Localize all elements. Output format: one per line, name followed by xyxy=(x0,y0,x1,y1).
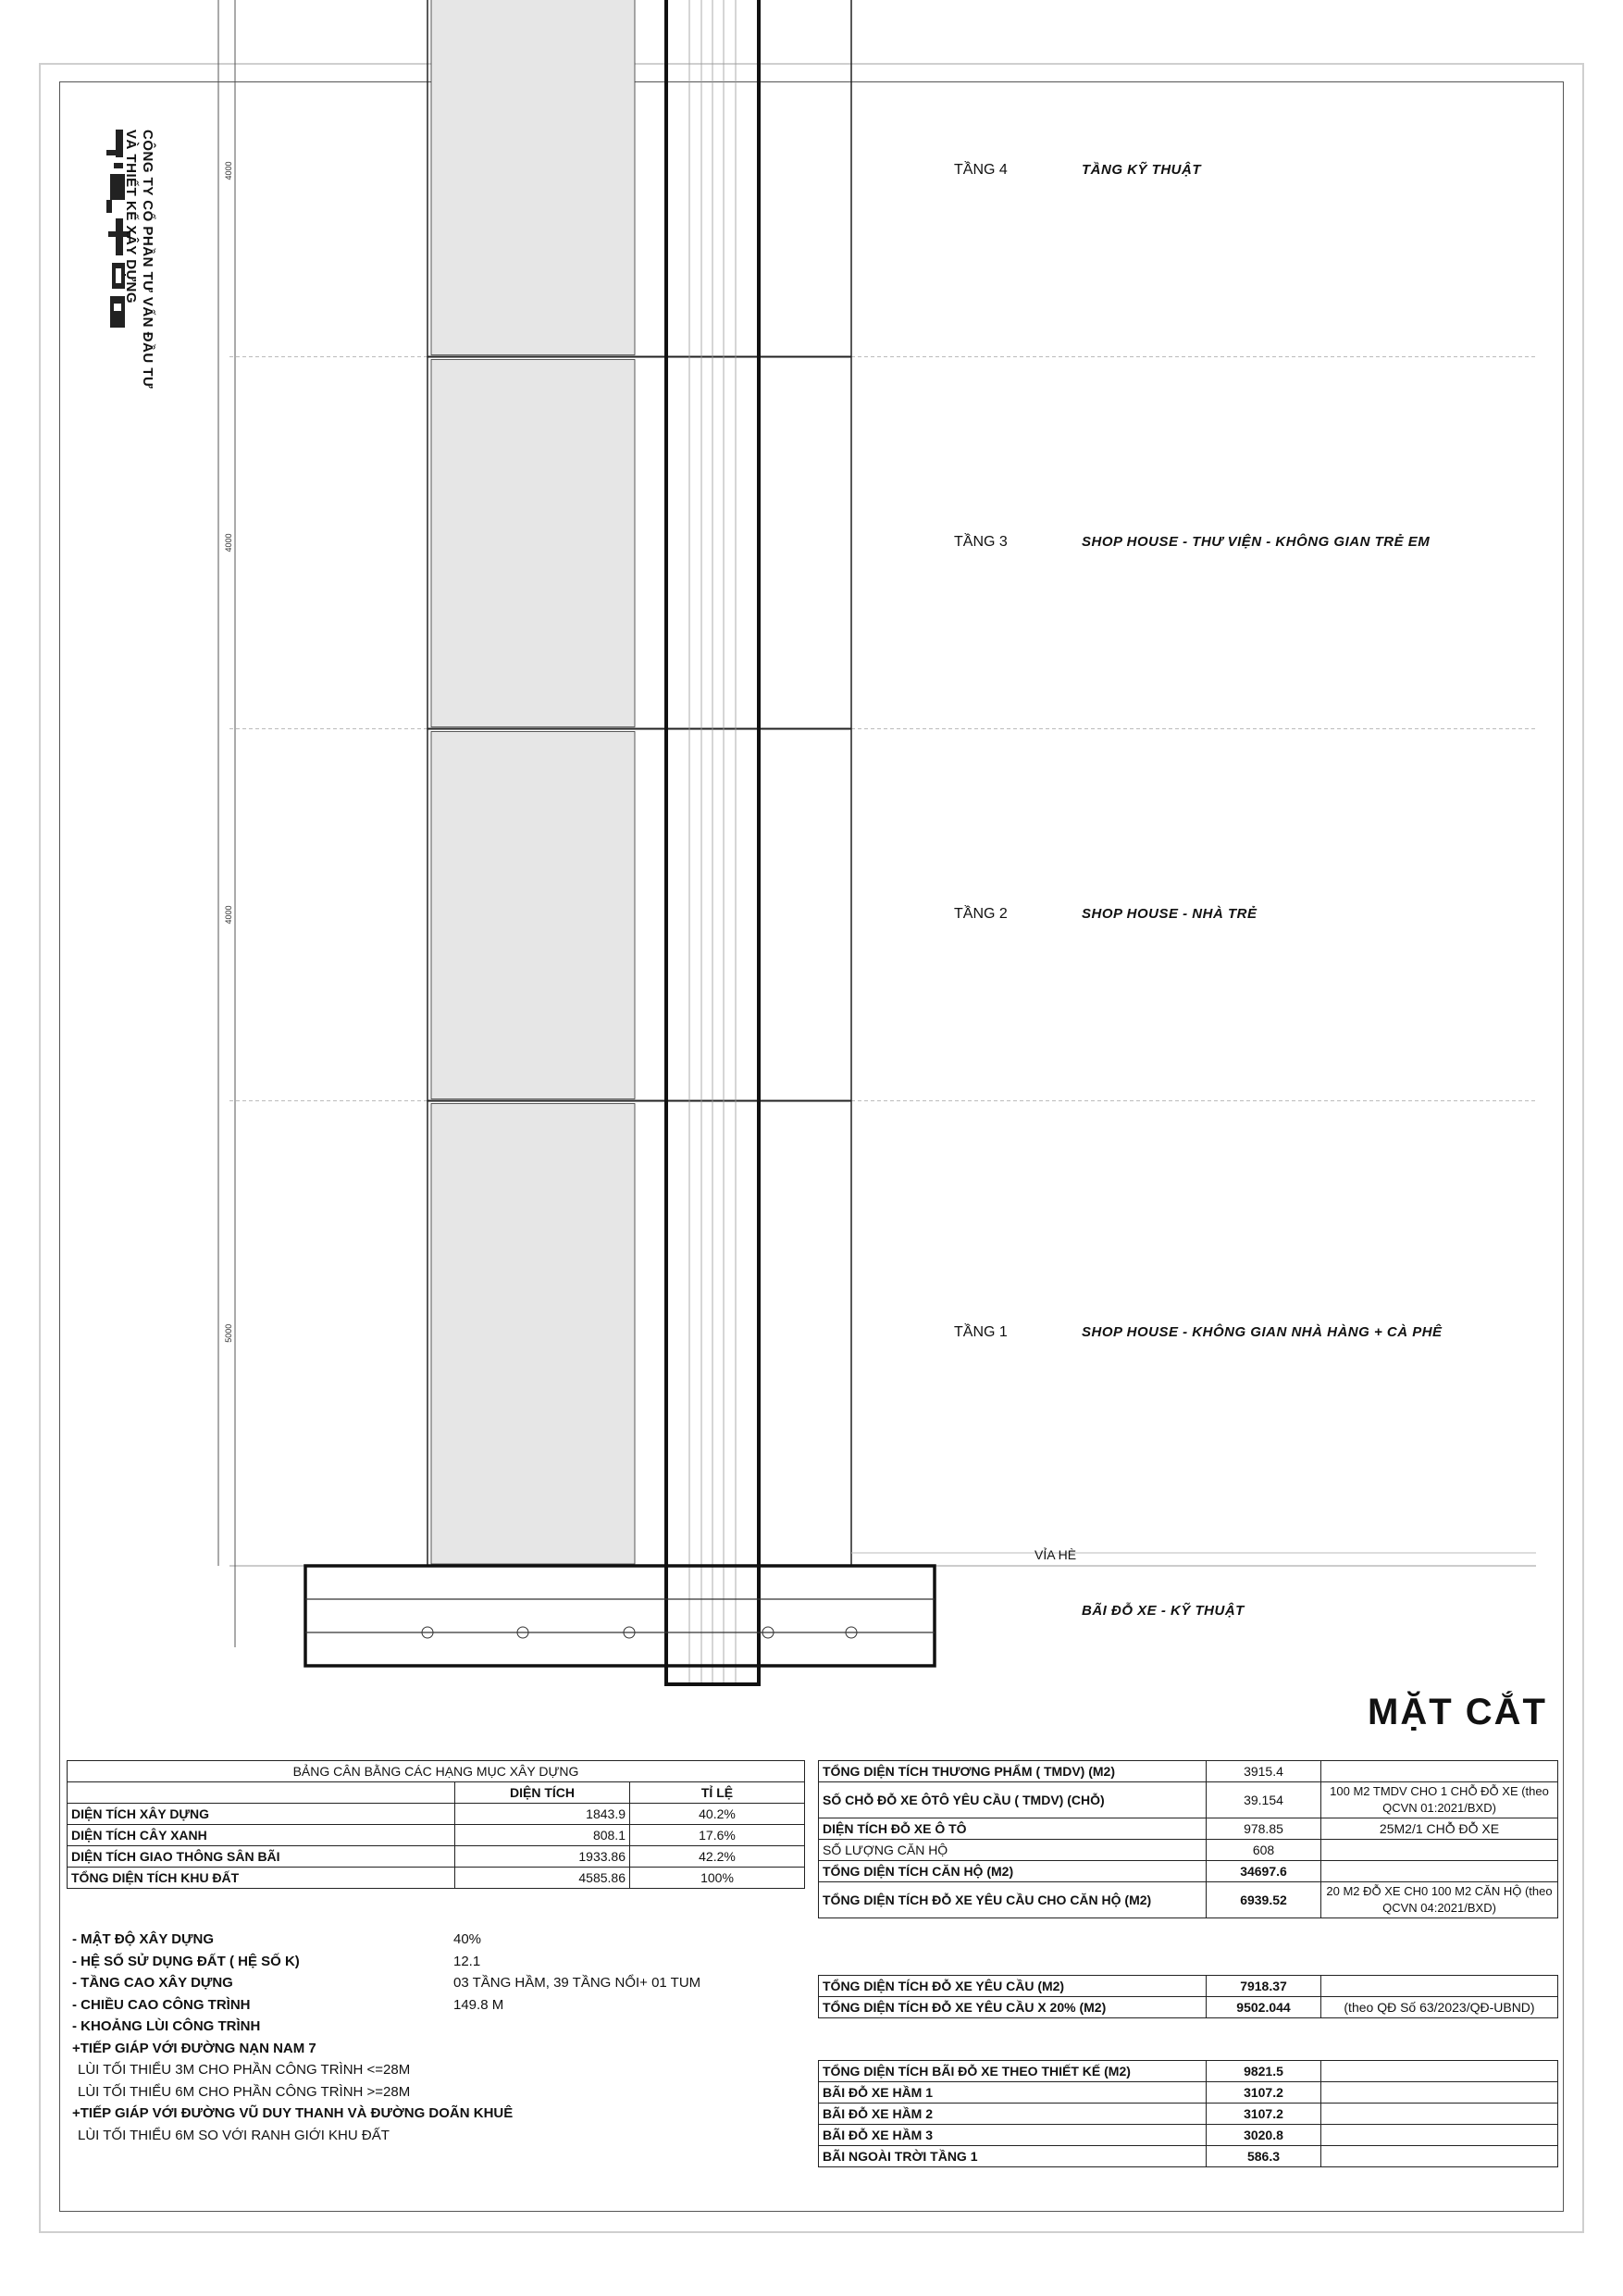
cell: 978.85 xyxy=(1207,1818,1321,1840)
cell: 40.2% xyxy=(630,1804,805,1825)
cell: 1843.9 xyxy=(455,1804,630,1825)
cell: 3915.4 xyxy=(1207,1761,1321,1782)
note-row: LÙI TỐI THIỂU 3M CHO PHẦN CÔNG TRÌNH <=28M xyxy=(78,2062,411,2078)
floor-usage-label: TẦNG KỸ THUẬT xyxy=(1082,161,1201,178)
cell xyxy=(1321,2146,1558,2167)
cell: 100% xyxy=(630,1868,805,1889)
cell xyxy=(1321,2061,1558,2082)
table-row xyxy=(819,1882,1558,1918)
cell: 9502.044 xyxy=(1207,1997,1321,2018)
cell xyxy=(1321,1976,1558,1997)
dimension-label: 4000 xyxy=(224,161,233,180)
floor-usage-label: SHOP HOUSE - THƯ VIỆN - KHÔNG GIAN TRẺ EM xyxy=(1082,533,1431,550)
cell: TỔNG DIỆN TÍCH CĂN HỘ (M2) xyxy=(819,1861,1207,1882)
note-label: +TIẾP GIÁP VỚI ĐƯỜNG VŨ DUY THANH VÀ ĐƯỜNG DOÃN KHUÊ xyxy=(72,2105,514,2121)
table-row xyxy=(68,1825,805,1846)
note-row xyxy=(72,2038,700,2060)
cell: 586.3 xyxy=(1207,2146,1321,2167)
cell: DIỆN TÍCH XÂY DỰNG xyxy=(68,1804,455,1825)
parking-table-3 xyxy=(818,2060,1558,2167)
floor-label: TẦNG 2 xyxy=(954,905,1008,922)
cell: 39.154 xyxy=(1207,1782,1321,1818)
cell: SỐ CHỖ ĐỖ XE ÔTÔ YÊU CẦU ( TMDV) (CHỖ) xyxy=(819,1782,1207,1818)
note-label: - HỆ SỐ SỬ DỤNG ĐẤT ( HỆ SỐ K) xyxy=(72,1953,300,1969)
cell: 3107.2 xyxy=(1207,2104,1321,2125)
cell xyxy=(1321,2104,1558,2125)
table-row xyxy=(68,1868,805,1889)
podium-hatch xyxy=(431,360,635,727)
balance-header-0 xyxy=(68,1782,455,1804)
note-row xyxy=(72,1972,700,1994)
company-line-2: VÀ THIẾT KẾ XÂY DỰNG xyxy=(123,130,139,304)
podium-hatch xyxy=(431,732,635,1099)
cell: 3020.8 xyxy=(1207,2125,1321,2146)
cell: 808.1 xyxy=(455,1825,630,1846)
cell: 100 M2 TMDV CHO 1 CHỖ ĐỖ XE (theo QCVN 01:2021/BXD) xyxy=(1321,1782,1558,1818)
basement-usage: BÃI ĐỖ XE - KỸ THUẬT xyxy=(1082,1603,1245,1619)
floor-label: TẦNG 1 xyxy=(954,1323,1008,1340)
floor-usage-label: SHOP HOUSE - KHÔNG GIAN NHÀ HÀNG + CÀ PHÊ xyxy=(1082,1323,1443,1340)
cell: 9821.5 xyxy=(1207,2061,1321,2082)
cell: DIỆN TÍCH GIAO THÔNG SÂN BÃI xyxy=(68,1846,455,1868)
cell: TỔNG DIỆN TÍCH BÃI ĐỖ XE THEO THIẾT KẾ (M2) xyxy=(819,2061,1207,2082)
table-row xyxy=(819,2061,1558,2082)
note-value: 40% xyxy=(453,1931,482,1947)
note-label: - KHOẢNG LÙI CÔNG TRÌNH xyxy=(72,2018,261,2034)
basement-outline xyxy=(305,1566,935,1666)
cell: 17.6% xyxy=(630,1825,805,1846)
cell: 20 M2 ĐỖ XE CH0 100 M2 CĂN HỘ (theo QCVN 04:2021/BXD) xyxy=(1321,1882,1558,1918)
note-row xyxy=(72,1951,700,1973)
cell: 7918.37 xyxy=(1207,1976,1321,1997)
note-row: LÙI TỐI THIỂU 6M CHO PHẦN CÔNG TRÌNH >=28M xyxy=(78,2083,411,2100)
table-row xyxy=(819,2146,1558,2167)
podium-hatch xyxy=(431,1104,635,1565)
drawing-title: MẶT CẮT xyxy=(1368,1692,1547,1732)
table-row xyxy=(819,1976,1558,1997)
note-row xyxy=(72,1994,700,2017)
table-row xyxy=(68,1804,805,1825)
table-row xyxy=(819,1761,1558,1782)
cell xyxy=(1321,2125,1558,2146)
cell: 3107.2 xyxy=(1207,2082,1321,2104)
cell: 42.2% xyxy=(630,1846,805,1868)
table-row xyxy=(819,2082,1558,2104)
sidewalk-label: VỈA HÈ xyxy=(1035,1547,1077,1562)
table-row xyxy=(819,2125,1558,2146)
table-row xyxy=(819,1818,1558,1840)
table-row xyxy=(819,2104,1558,2125)
project-notes xyxy=(72,1929,700,2146)
cell: 1933.86 xyxy=(455,1846,630,1868)
note-row xyxy=(72,1929,700,1951)
table-row xyxy=(819,1861,1558,1882)
cell: BÃI NGOÀI TRỜI TẦNG 1 xyxy=(819,2146,1207,2167)
company-line-1: CÔNG TY CỔ PHẦN TƯ VẤN ĐẦU TƯ xyxy=(140,130,155,389)
cell: 4585.86 xyxy=(455,1868,630,1889)
cell xyxy=(1321,1761,1558,1782)
balance-header-area: DIỆN TÍCH xyxy=(455,1782,630,1804)
cell: 608 xyxy=(1207,1840,1321,1861)
parking-table-1 xyxy=(818,1760,1558,1918)
table-row xyxy=(819,1782,1558,1818)
note-label: - MẬT ĐỘ XÂY DỰNG xyxy=(72,1931,215,1947)
note-value: 03 TẦNG HẦM, 39 TẦNG NỔI+ 01 TUM xyxy=(453,1975,701,1991)
cell: BÃI ĐỖ XE HẦM 2 xyxy=(819,2104,1207,2125)
parking-table-2 xyxy=(818,1975,1558,2018)
cell: DIỆN TÍCH ĐỖ XE Ô TÔ xyxy=(819,1818,1207,1840)
cell xyxy=(1321,1861,1558,1882)
cell: 6939.52 xyxy=(1207,1882,1321,1918)
cell: SỐ LƯỢNG CĂN HỘ xyxy=(819,1840,1207,1861)
cell: TỔNG DIỆN TÍCH ĐỖ XE YÊU CẦU X 20% (M2) xyxy=(819,1997,1207,2018)
balance-table xyxy=(67,1760,805,1889)
dimension-label: 4000 xyxy=(224,533,233,552)
cell: TỔNG DIỆN TÍCH THƯƠNG PHẨM ( TMDV) (M2) xyxy=(819,1761,1207,1782)
floor-label: TẦNG 4 xyxy=(954,161,1008,178)
cell: TỔNG DIỆN TÍCH KHU ĐẤT xyxy=(68,1868,455,1889)
note-label: +TIẾP GIÁP VỚI ĐƯỜNG NẠN NAM 7 xyxy=(72,2040,316,2056)
cell xyxy=(1321,1840,1558,1861)
cell: BÃI ĐỖ XE HẦM 1 xyxy=(819,2082,1207,2104)
table-row xyxy=(819,1997,1558,2018)
cell xyxy=(1321,2082,1558,2104)
balance-header-ratio: TỈ LỆ xyxy=(630,1782,805,1804)
note-row xyxy=(72,2016,700,2038)
cell: TỔNG DIỆN TÍCH ĐỖ XE YÊU CẦU CHO CĂN HỘ (M2) xyxy=(819,1882,1207,1918)
cell: 34697.6 xyxy=(1207,1861,1321,1882)
note-label: - TẦNG CAO XÂY DỰNG xyxy=(72,1975,233,1991)
cell: TỔNG DIỆN TÍCH ĐỖ XE YÊU CẦU (M2) xyxy=(819,1976,1207,1997)
note-row: LÙI TỐI THIỂU 6M SO VỚI RANH GIỚI KHU ĐẤT xyxy=(78,2127,390,2143)
podium-hatch xyxy=(431,0,635,355)
dimension-label: 5000 xyxy=(224,1323,233,1343)
cell: DIỆN TÍCH CÂY XANH xyxy=(68,1825,455,1846)
table-row xyxy=(68,1846,805,1868)
floor-label: TẦNG 3 xyxy=(954,533,1008,550)
note-value: 149.8 M xyxy=(453,1996,504,2013)
balance-title: BẢNG CÂN BẰNG CÁC HẠNG MỤC XÂY DỰNG xyxy=(68,1761,805,1782)
floor-usage-label: SHOP HOUSE - NHÀ TRẺ xyxy=(1082,905,1258,922)
cell: BÃI ĐỖ XE HẦM 3 xyxy=(819,2125,1207,2146)
note-row xyxy=(72,2103,700,2125)
dimension-label: 4000 xyxy=(224,905,233,925)
cell: 25M2/1 CHỖ ĐỖ XE xyxy=(1321,1818,1558,1840)
note-label: - CHIỀU CAO CÔNG TRÌNH xyxy=(72,1996,251,2013)
table-row xyxy=(819,1840,1558,1861)
note-value: 12.1 xyxy=(453,1953,481,1969)
cell: (theo QĐ Số 63/2023/QĐ-UBND) xyxy=(1321,1997,1558,2018)
